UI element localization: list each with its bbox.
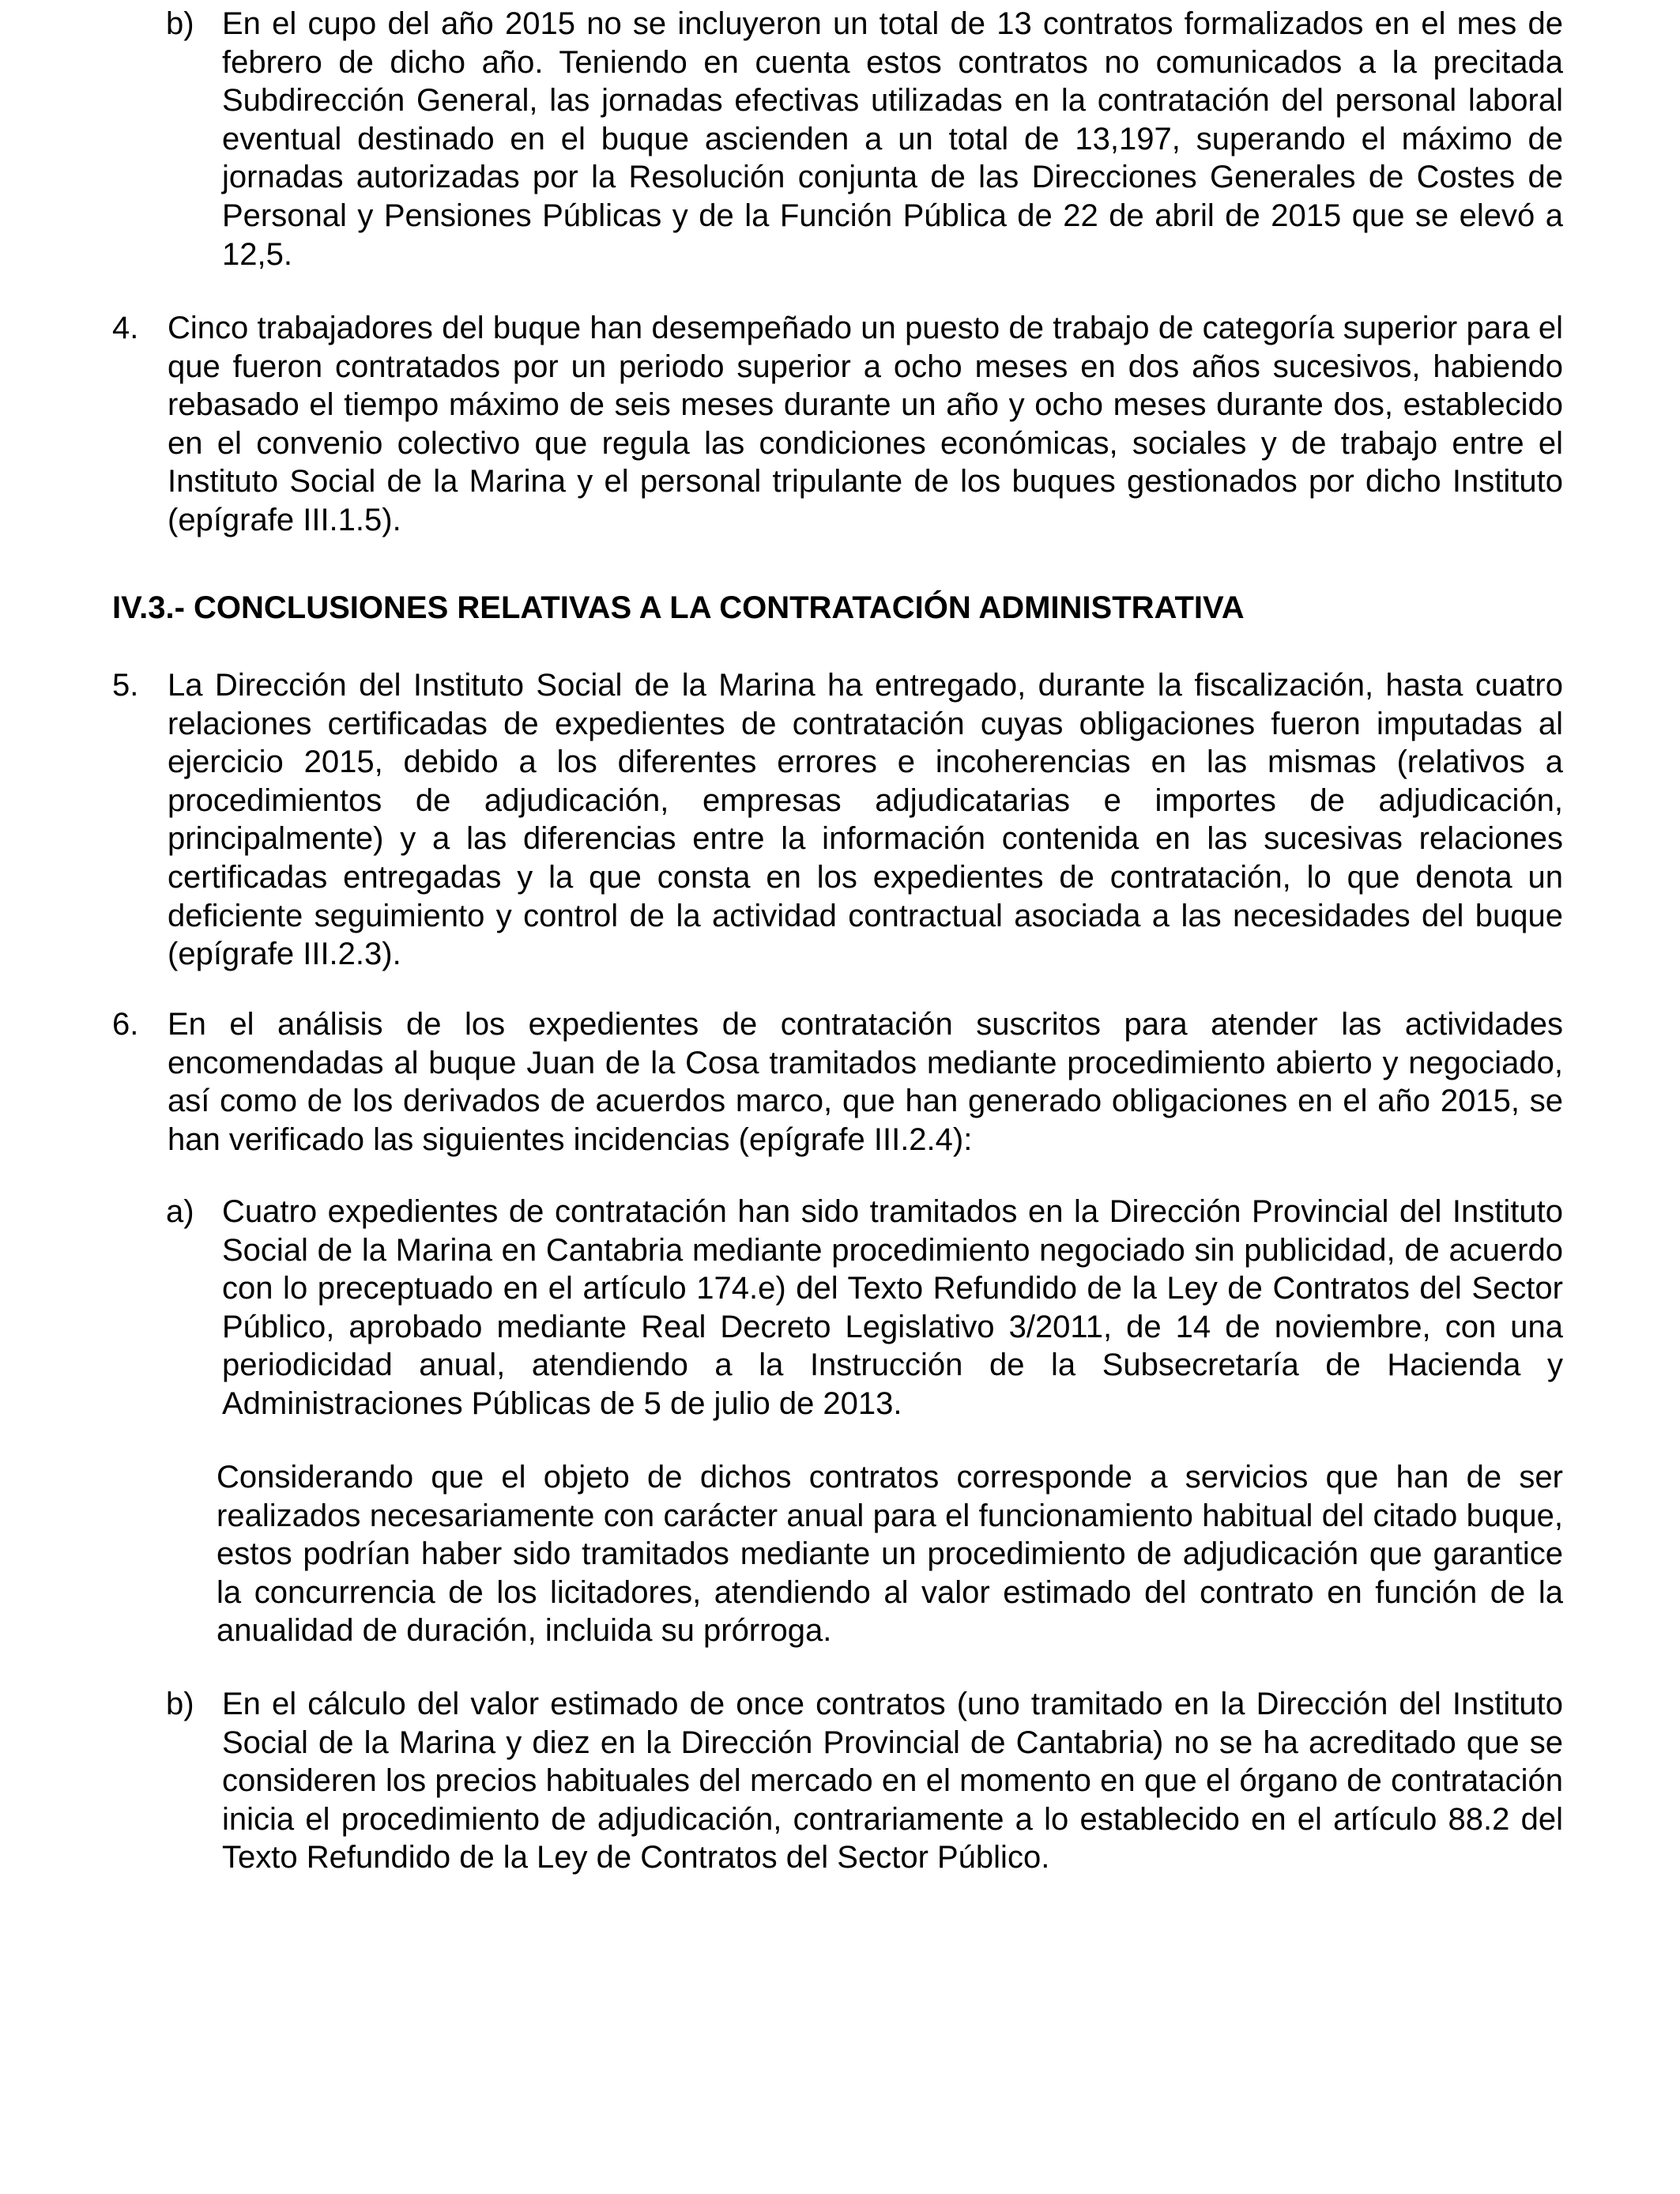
paragraph-text: En el cálculo del valor estimado de once contratos (uno tramitado en la Dirección del Instituto Social de la Marina y diez en la Dirección Provincial de Cantabria) no se ha acreditado que se consideren los precios habituales del mercado en el momento en que el órgano de contratación inicia el procedimiento de adjudicación, contrariamente a lo establecido en el artículo 88.2 del Texto Refundido de la Ley de Contratos del Sector Público.	[222, 1687, 1563, 1875]
paragraph-text: En el cupo del año 2015 no se incluyeron un total de 13 contratos formalizados en el mes de febrero de dicho año. Teniendo en cuenta estos contratos no comunicados a la precitada Subdirección General, las jornadas efectivas utilizadas en la contratación del personal laboral eventual destinado en el buque ascienden a un total de 13,197, superando el máximo de jornadas autorizadas por la Resolución conjunta de las Direcciones Generales de Costes de Personal y Pensiones Públicas y de la Función Pública de 22 de abril de 2015 que se elevó a 12,5.	[222, 6, 1563, 272]
list-marker: b)	[166, 6, 194, 41]
list-marker: 5.	[112, 668, 139, 703]
list-marker: a)	[166, 1194, 194, 1229]
paragraph-text: Cuatro expedientes de contratación han sido tramitados en la Dirección Provincial del Instituto Social de la Marina en Cantabria mediante procedimiento negociado sin publicidad, de acuerdo con lo preceptuado en el artículo 174.e) del Texto Refundido de la Ley de Contratos del Sector Público, aprobado mediante Real Decreto Legislativo 3/2011, de 14 de noviembre, con una periodicidad anual, atendiendo a la Instrucción de la Subsecretaría de Hacienda y Administraciones Públicas de 5 de julio de 2013.	[222, 1194, 1563, 1421]
list-item-b-jornadas	[166, 5, 1563, 273]
sub-item-6a-continuation	[217, 1458, 1563, 1650]
paragraph-text: Cinco trabajadores del buque han desempeñado un puesto de trabajo de categoría superior para el que fueron contratados por un periodo superior a ocho meses en dos años sucesivos, habiendo rebasado el tiempo máximo de seis meses durante un año y ocho meses durante dos, establecido en el convenio colectivo que regula las condiciones económicas, sociales y de trabajo entre el Instituto Social de la Marina y el personal tripulante de los buques gestionados por dicho Instituto (epígrafe III.1.5).	[168, 311, 1563, 537]
sub-item-6b	[166, 1685, 1563, 1877]
conclusion-item-4	[112, 309, 1563, 540]
paragraph-text: Considerando que el objeto de dichos contratos corresponde a servicios que han de ser realizados necesariamente con carácter anual para el funcionamiento habitual del citado buque, estos podrían haber sido tramitados mediante un procedimiento de adjudicación que garantice la concurrencia de los licitadores, atendiendo al valor estimado del contrato en función de la anualidad de duración, incluida su prórroga.	[217, 1460, 1563, 1649]
list-marker: b)	[166, 1687, 194, 1721]
paragraph-text: La Dirección del Instituto Social de la Marina ha entregado, durante la fiscalización, hasta cuatro relaciones certificadas de expedientes de contratación cuyas obligaciones fueron imputadas al ejercicio 2015, debido a los diferentes errores e incoherencias en las mismas (relativos a procedimientos de adjudicación, empresas adjudicatarias e importes de adjudicación, principalmente) y a las diferencias entre la información contenida en las sucesivas relaciones certificadas entregadas y la que consta en los expedientes de contratación, lo que denota un deficiente seguimiento y control de la actividad contractual asociada a las necesidades del buque (epígrafe III.2.3).	[168, 668, 1563, 972]
sub-item-6a	[166, 1193, 1563, 1423]
section-heading: IV.3.- CONCLUSIONES RELATIVAS A LA CONTRATACIÓN ADMINISTRATIVA	[112, 590, 1245, 625]
conclusion-item-5	[112, 666, 1563, 974]
list-marker: 4.	[112, 311, 139, 345]
paragraph-text: En el análisis de los expedientes de contratación suscritos para atender las actividades encomendadas al buque Juan de la Cosa tramitados mediante procedimiento abierto y negociado, así como de los derivados de acuerdos marco, que han generado obligaciones en el año 2015, se han verificado las siguientes incidencias (epígrafe III.2.4):	[168, 1007, 1563, 1157]
list-marker: 6.	[112, 1007, 139, 1042]
conclusion-item-6	[112, 1005, 1563, 1159]
